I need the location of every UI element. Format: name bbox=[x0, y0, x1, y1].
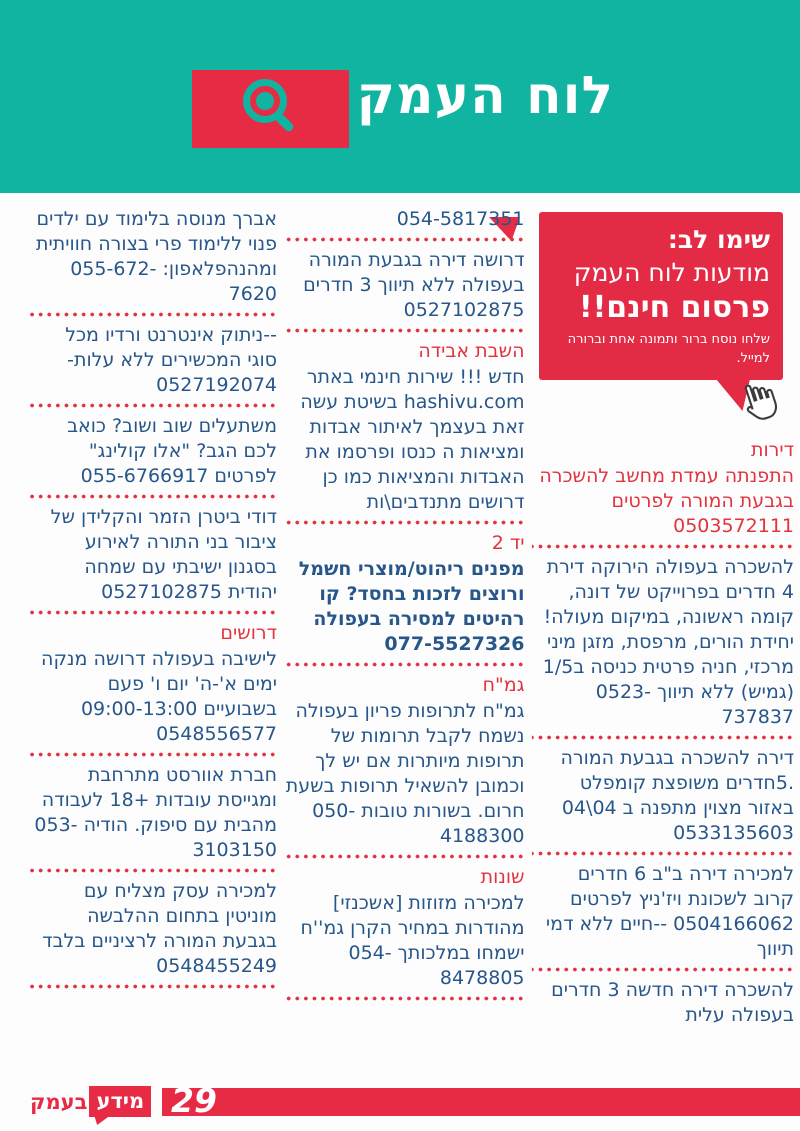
dotted-divider bbox=[285, 996, 525, 1001]
ad-item: חברת אוורסט מתרחבת ומגייסת עובדות +18 לעבודה מהבית עם סיפוק. הודיה 053-3103150 bbox=[34, 764, 277, 861]
section-header: השבת אבידה bbox=[418, 340, 525, 362]
ad-item: למכירה דירה ב"ב 6 חדרים קרוב לשכונת ויז'ניץ לפרטים 0504166062 --חיים ללא דמי תיווך bbox=[545, 863, 794, 960]
column-right-items bbox=[532, 438, 794, 1028]
notice-line-2: מודעות לוח העמק bbox=[573, 258, 770, 287]
dotted-divider bbox=[285, 662, 525, 667]
ad-item: מפנים ריהוט/מוצרי חשמל ורוצים לזכות בחסד? קו רהיטים למסירה בעפולה 077-5527326 bbox=[298, 558, 525, 655]
dotted-divider bbox=[30, 403, 277, 408]
dotted-divider bbox=[30, 984, 277, 989]
dotted-divider bbox=[532, 544, 794, 549]
dotted-divider bbox=[30, 868, 277, 873]
column-middle bbox=[285, 206, 525, 1032]
section-header: שונות bbox=[480, 866, 525, 888]
notice-line-4: שלחו נוסח ברור ותמונה אחת וברורה למייל. bbox=[567, 332, 770, 366]
dotted-divider bbox=[30, 494, 277, 499]
dotted-divider bbox=[30, 610, 277, 615]
section-header: דירות bbox=[750, 439, 794, 461]
dotted-divider bbox=[30, 312, 277, 317]
column-left-items bbox=[30, 207, 277, 989]
column-left bbox=[30, 206, 277, 1032]
ad-item: להשכרה בעפולה הירוקה דירת 4 חדרים בפרוייקט של דונה, קומה ראשונה, במיקום מעולה! יחידת הורים, מרפסת, מזגן מיני מרכזי, חניה פרטית כניסה ב1/5 (גמיש) ללא תיווך 0523-737837 bbox=[542, 556, 794, 728]
dotted-divider bbox=[285, 520, 525, 525]
dotted-divider bbox=[285, 328, 525, 333]
page-header bbox=[0, 0, 800, 193]
free-ads-notice bbox=[539, 212, 783, 380]
section-header: יד 2 bbox=[491, 532, 525, 554]
footer-bar bbox=[162, 1088, 800, 1116]
ad-item: 054-5817351 bbox=[396, 208, 525, 230]
ad-item: להשכרה דירה חדשה 3 חדרים בעפולה עלית bbox=[551, 979, 794, 1026]
brand-logo-box bbox=[89, 1086, 151, 1117]
ad-item: --ניתוק אינטרנט ורדיו מכל סוגי המכשירים ללא עלות- 0527192074 bbox=[65, 324, 277, 396]
ad-item: התפנתה עמדת מחשב להשכרה בגבעת המורה לפרטים 0503572111 bbox=[539, 465, 794, 537]
ad-item: לישיבה בעפולה דרושה מנקה ימים א'-ה' יום ו' פעם בשבועיים 09:00-13:00 0548556577 bbox=[41, 648, 277, 745]
classifieds-columns bbox=[0, 193, 800, 1032]
section-header: גמ"ח bbox=[482, 674, 525, 696]
ad-item: למכירה עסק מצליח עם מוניטין בתחום ההלבשה בגבעת המורה לרציניים בלבד 0548455249 bbox=[42, 880, 277, 977]
brand-bubble-tail bbox=[94, 1116, 109, 1125]
ad-item: אברך מנוסה בלימוד עם ילדים פנוי ללימוד פרי בצורה חוויתית ומהנהפלאפון: 055-672-7620 bbox=[35, 208, 277, 305]
page-title: לוח העמק bbox=[356, 66, 614, 126]
dotted-divider bbox=[532, 967, 794, 972]
column-middle-items bbox=[285, 207, 525, 1001]
brand-rest-label: בעמק bbox=[30, 1089, 88, 1114]
page-number: 29 bbox=[171, 1081, 217, 1120]
dotted-divider bbox=[285, 854, 525, 859]
column-right bbox=[532, 206, 794, 1032]
notice-line-3: פרסום חינם!! bbox=[578, 290, 770, 325]
ad-item: משתעלים שוב ושוב? כואב לכם הגב? "אלו קולינג" לפרטים 055-6766917 bbox=[67, 415, 277, 487]
ad-item: גמ"ח לתרופות פריון בעפולה נשמח לקבל תרומות של תרופות מיותרות אם יש לך וכמובן להשאיל תרופות בשעת חרום. בשורות טובות 050-4188300 bbox=[285, 700, 525, 847]
brand-logo bbox=[30, 1086, 151, 1117]
ad-item: דירה להשכרה בגבעת המורה .5חדרים משופצת קומפלט באזור מצוין מתפנה ב 04\04 0533135603 bbox=[560, 747, 794, 844]
ad-item: דרושה דירה בגבעת המורה בעפולה ללא תיווך 3 חדרים 0527102875 bbox=[303, 249, 525, 321]
ad-item: חדש !!! שירות חינמי באתר hashivu.com בשיטת עשה זאת בעצמך לאיתור אבדות ומציאות ה כנסו ופרסמו את האבדות והמציאות כמו כן דרושים מתנדבים\ות bbox=[300, 366, 525, 513]
dotted-divider bbox=[532, 851, 794, 856]
ad-item: למכירה מזוזות [אשכנזי] מהודרות במחיר הקרן גמ''ח ישמחו במלכותך 054-8478805 bbox=[300, 892, 525, 989]
notice-line-1: שימו לב: bbox=[667, 225, 770, 254]
magnifier-icon bbox=[243, 79, 293, 129]
section-header: דרושים bbox=[220, 622, 277, 644]
ad-item: דודי ביטרן הזמר והקלידן של ציבור בני התורה לאירוע בסגנון ישיבתי עם שמחה יהודית 0527102875 bbox=[50, 506, 277, 603]
dotted-divider bbox=[532, 735, 794, 740]
dotted-divider bbox=[30, 752, 277, 757]
brand-box-label: מידע bbox=[96, 1089, 145, 1113]
dotted-divider bbox=[285, 237, 525, 242]
